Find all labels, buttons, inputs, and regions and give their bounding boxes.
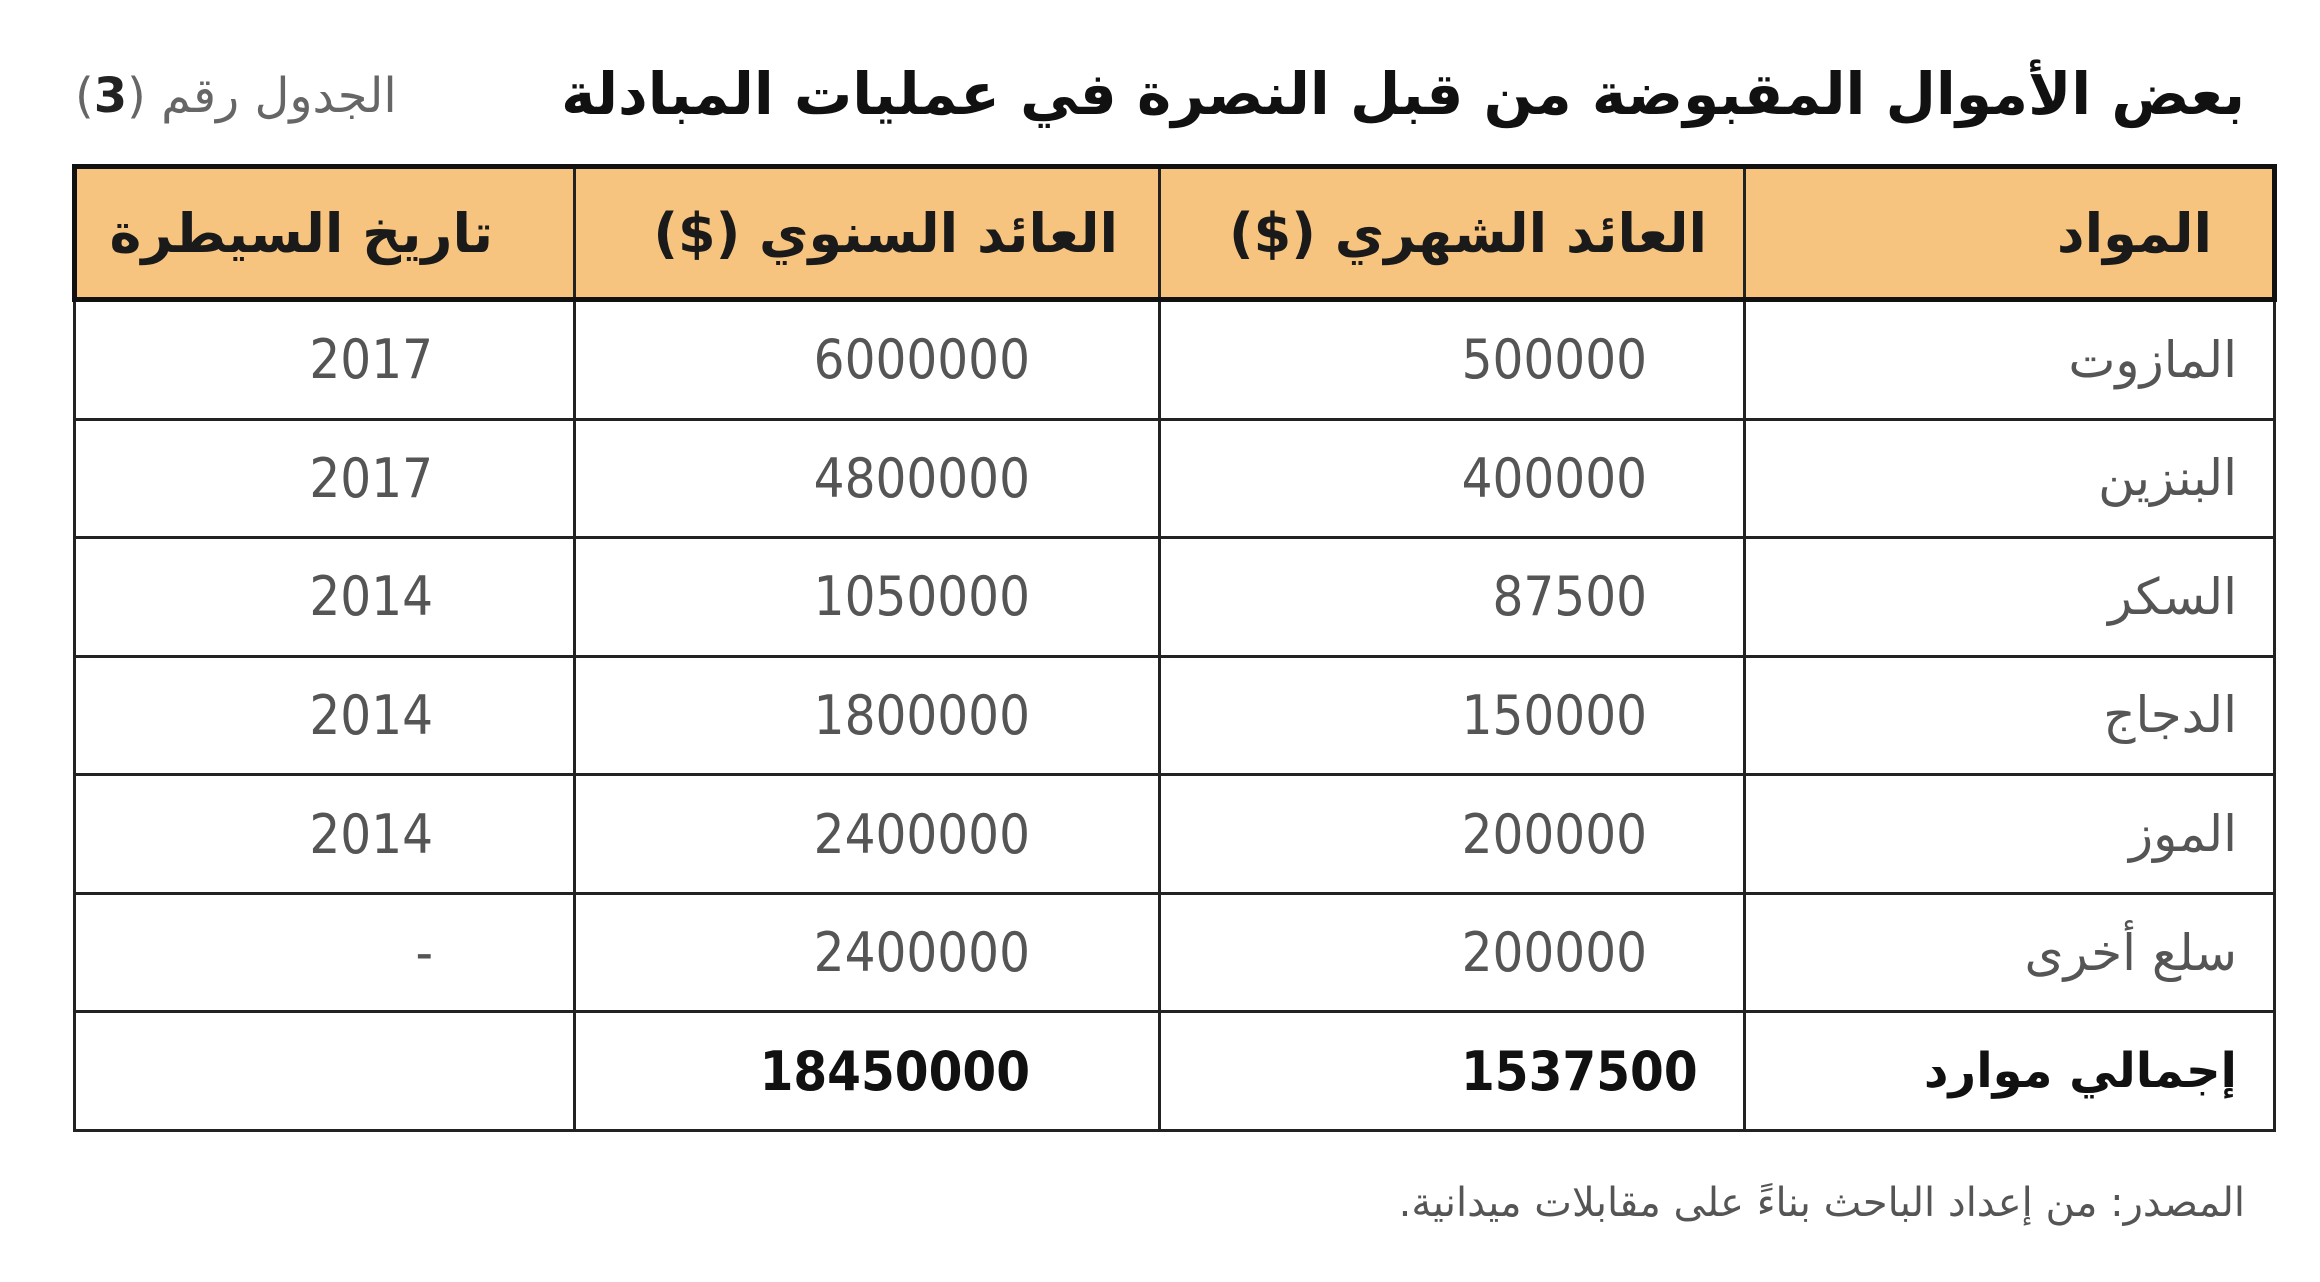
cell-annual: 2400000 xyxy=(575,775,1160,894)
revenue-table xyxy=(72,164,2277,1132)
header-row xyxy=(75,167,2275,300)
table-label-open-paren: ( xyxy=(127,68,146,124)
header-annual-revenue: العائد السنوي ($) xyxy=(575,167,1160,300)
cell-material: الموز xyxy=(1745,775,2275,894)
cell-annual: 6000000 xyxy=(575,300,1160,420)
cell-annual: 1050000 xyxy=(575,538,1160,657)
cell-monthly: 200000 xyxy=(1160,893,1745,1012)
table-row xyxy=(75,893,2275,1012)
cell-material: المازوت xyxy=(1745,300,2275,420)
table-row xyxy=(75,538,2275,657)
cell-date: 2014 xyxy=(75,775,575,894)
cell-total-annual: 18450000 xyxy=(575,1012,1160,1131)
cell-monthly: 200000 xyxy=(1160,775,1745,894)
cell-annual: 4800000 xyxy=(575,419,1160,538)
cell-date: 2017 xyxy=(75,300,575,420)
cell-material: سلع أخرى xyxy=(1745,893,2275,1012)
cell-annual: 1800000 xyxy=(575,656,1160,775)
cell-material: البنزين xyxy=(1745,419,2275,538)
cell-material: السكر xyxy=(1745,538,2275,657)
cell-monthly: 400000 xyxy=(1160,419,1745,538)
cell-monthly: 87500 xyxy=(1160,538,1745,657)
table-number-label xyxy=(75,68,397,124)
table-label-close-paren: ) xyxy=(75,68,94,124)
source-note: المصدر: من إعداد الباحث بناءً على مقابلات ميدانية. xyxy=(1398,1180,2245,1226)
table-row xyxy=(75,656,2275,775)
cell-material: الدجاج xyxy=(1745,656,2275,775)
cell-monthly: 500000 xyxy=(1160,300,1745,420)
cell-date: - xyxy=(75,893,575,1012)
header-material: المواد xyxy=(1745,167,2275,300)
table-row xyxy=(75,419,2275,538)
table-label-prefix: الجدول رقم xyxy=(161,68,397,124)
cell-annual: 2400000 xyxy=(575,893,1160,1012)
cell-total-monthly: 1537500 xyxy=(1160,1012,1745,1131)
cell-date: 2014 xyxy=(75,538,575,657)
table-body xyxy=(75,300,2275,1131)
cell-total-date xyxy=(75,1012,575,1131)
table-row xyxy=(75,300,2275,420)
table-label-number: 3 xyxy=(93,68,128,124)
table-title: بعض الأموال المقبوضة من قبل النصرة في عمليات المبادلة xyxy=(561,60,2245,128)
total-row xyxy=(75,1012,2275,1131)
cell-total-label: إجمالي موارد xyxy=(1745,1012,2275,1131)
cell-monthly: 150000 xyxy=(1160,656,1745,775)
cell-date: 2014 xyxy=(75,656,575,775)
cell-date: 2017 xyxy=(75,419,575,538)
header-control-date: تاريخ السيطرة xyxy=(75,167,575,300)
table-row xyxy=(75,775,2275,894)
table-header xyxy=(75,167,2275,300)
header-monthly-revenue: العائد الشهري ($) xyxy=(1160,167,1745,300)
